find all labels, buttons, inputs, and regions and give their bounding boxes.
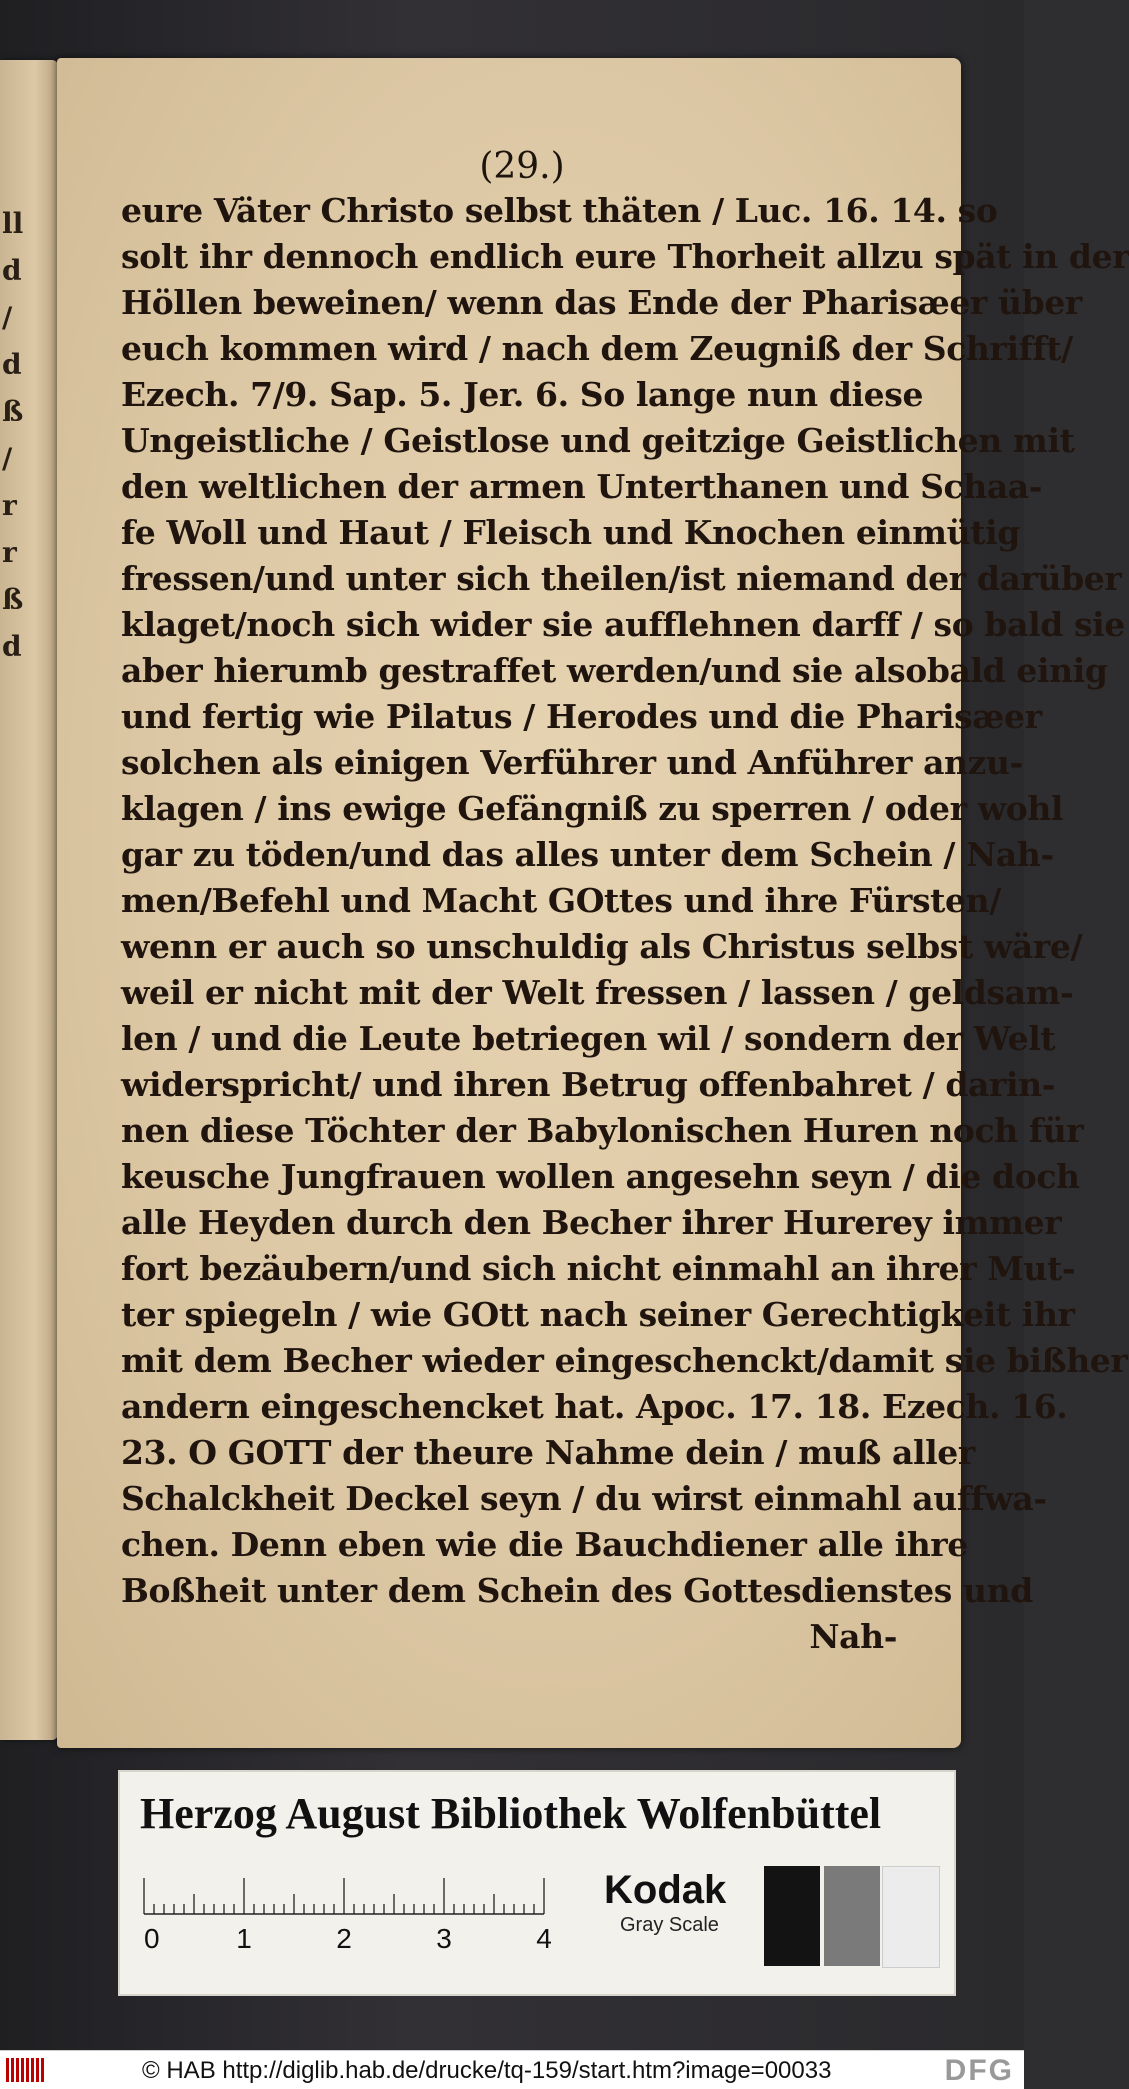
gray-scale-label: Gray Scale — [620, 1914, 719, 1936]
viewer-footer — [0, 2050, 1024, 2089]
gray-swatch-mid — [824, 1866, 880, 1966]
text-line: gar zu töden/und das alles unter dem Schein / Nah- — [121, 835, 1054, 874]
scale-ruler — [142, 1864, 552, 1954]
gray-swatch-white — [882, 1866, 940, 1968]
book-page — [57, 58, 1129, 1748]
prev-page-fragment: ll — [2, 207, 24, 240]
text-line: weil er nicht mit der Welt fressen / lassen / geldsam- — [121, 973, 1074, 1012]
text-line: und fertig wie Pilatus / Herodes und die Pharisæer — [121, 697, 1042, 736]
catchword: Nah- — [809, 1617, 897, 1656]
text-line: wenn er auch so unschuldig als Christus selbst wäre/ — [121, 927, 1083, 966]
text-line: chen. Denn eben wie die Bauchdiener alle ihre — [121, 1525, 968, 1564]
prev-page-fragment: d — [2, 348, 22, 381]
prev-page-fragment: / — [2, 301, 13, 334]
text-line: Ezech. 7/9. Sap. 5. Jer. 6. So lange nun diese — [121, 375, 924, 414]
text-line: widerspricht/ und ihren Betrug offenbahret / darin- — [121, 1065, 1056, 1104]
hab-barcode-icon — [6, 2058, 46, 2082]
source-link[interactable]: © HAB http://diglib.hab.de/drucke/tq-159/start.htm?image=00033 — [142, 2057, 832, 2084]
text-line: Ungeistliche / Geistlose und geitzige Geistlichen mit — [121, 421, 1075, 460]
text-line: mit dem Becher wieder eingeschenckt/damit sie bißher — [121, 1341, 1128, 1380]
text-line: den weltlichen der armen Unterthanen und Schaa- — [121, 467, 1043, 506]
color-target-card — [118, 1770, 956, 1996]
text-line: andern eingeschencket hat. Apoc. 17. 18. Ezech. 16. — [121, 1387, 1068, 1426]
text-line: fressen/und unter sich theilen/ist niemand der darüber — [121, 559, 1122, 598]
ruler-number: 1 — [236, 1923, 252, 1954]
prev-page-fragment: r — [2, 489, 17, 522]
gray-swatch-black — [764, 1866, 820, 1966]
text-line: alle Heyden durch den Becher ihrer Hurerey immer — [121, 1203, 1062, 1242]
prev-page-fragment: / — [2, 442, 13, 475]
library-name: Herzog August Bibliothek Wolfenbüttel — [140, 1789, 882, 1838]
ruler-number: 4 — [536, 1923, 552, 1954]
text-line: solchen als einigen Verführer und Anführer anzu- — [121, 743, 1023, 782]
text-line: men/Befehl und Macht GOttes und ihre Fürsten/ — [121, 881, 1001, 920]
text-line: aber hierumb gestraffet werden/und sie alsobald einig — [121, 651, 1108, 690]
text-line: nen diese Töchter der Babylonischen Huren noch für — [121, 1111, 1084, 1150]
text-line: klagen / ins ewige Gefängniß zu sperren / oder wohl — [121, 789, 1064, 828]
ruler-number: 0 — [144, 1923, 160, 1954]
previous-page-edge — [0, 60, 58, 1740]
text-line: eure Väter Christo selbst thäten / Luc. 16. 14. so — [121, 191, 998, 230]
text-line: Schalckheit Deckel seyn / du wirst einmahl auffwa- — [121, 1479, 1047, 1518]
prev-page-fragment: r — [2, 536, 17, 569]
prev-page-fragment: ß — [2, 395, 24, 428]
text-line: ter spiegeln / wie GOtt nach seiner Gerechtigkeit ihr — [121, 1295, 1075, 1334]
text-line: Höllen beweinen/ wenn das Ende der Pharisæer über — [121, 283, 1082, 322]
text-line: klaget/noch sich wider sie aufflehnen darff / so bald sie — [121, 605, 1125, 644]
prev-page-fragment: d — [2, 254, 22, 287]
text-line: Boßheit unter dem Schein des Gottesdienstes und — [121, 1571, 1033, 1610]
text-line: keusche Jungfrauen wollen angesehn seyn / die doch — [121, 1157, 1080, 1196]
text-line: 23. O GOTT der theure Nahme dein / muß aller — [121, 1433, 975, 1472]
page-number: (29.) — [479, 146, 565, 187]
prev-page-fragment: d — [2, 630, 22, 663]
text-line: euch kommen wird / nach dem Zeugniß der Schrifft/ — [121, 329, 1073, 368]
prev-page-fragment: ß — [2, 583, 24, 616]
text-line: solt ihr dennoch endlich eure Thorheit allzu spät in der — [121, 237, 1129, 276]
ruler-number: 3 — [436, 1923, 452, 1954]
kodak-logo: Kodak — [604, 1868, 727, 1912]
text-line: fort bezäubern/und sich nicht einmahl an ihrer Mut- — [121, 1249, 1076, 1288]
ruler-number: 2 — [336, 1923, 352, 1954]
text-line: fe Woll und Haut / Fleisch und Knochen einmütig — [121, 513, 1020, 552]
page-body-text — [121, 188, 1129, 1660]
text-line: len / und die Leute betriegen wil / sondern der Welt — [121, 1019, 1056, 1058]
dfg-logo: DFG — [944, 2054, 1014, 2087]
